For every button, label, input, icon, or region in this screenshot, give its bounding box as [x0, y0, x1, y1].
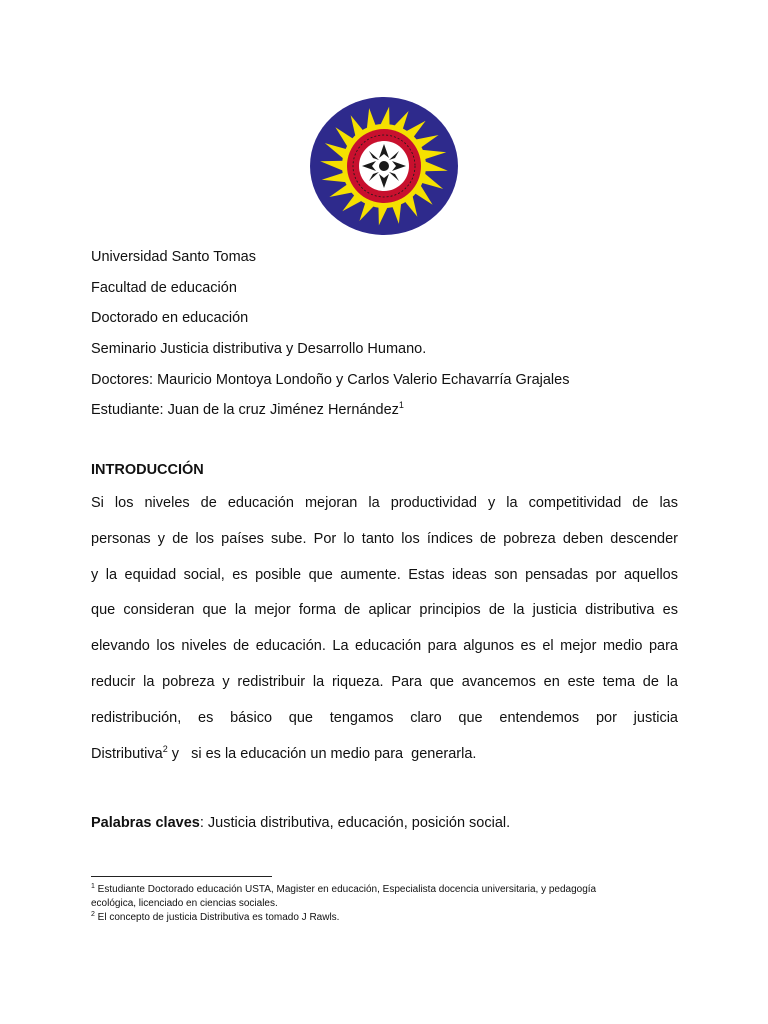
footnote-separator — [91, 876, 272, 877]
intro-line-8-end: y si es la educación un medio para generarla. — [167, 746, 477, 762]
footnote-1 — [91, 884, 596, 896]
footnote-1-continued — [91, 898, 278, 910]
seminar-name: Seminario Justicia distributiva y Desarrollo Humano. — [91, 341, 427, 357]
footnote-2-text: El concepto de justicia Distributiva es tomado J Rawls. — [94, 912, 340, 923]
faculty-name: Facultad de educación — [91, 280, 237, 296]
student-line — [91, 401, 404, 419]
intro-line-8-start: Distributiva — [91, 746, 163, 762]
university-name: Universidad Santo Tomas — [91, 249, 256, 265]
intro-line-5: elevando los niveles de educación. La educación para algunos es el mejor medio para — [91, 638, 678, 654]
university-seal-logo — [309, 96, 459, 236]
footnote-ref-2[interactable]: 2 — [162, 744, 168, 754]
intro-line-8 — [91, 745, 678, 763]
footnote-ref-1[interactable]: 1 — [398, 400, 404, 410]
footnote-1-text: Estudiante Doctorado educación USTA, Magister en educación, Especialista docencia universitaria, y pedagogía — [94, 884, 597, 895]
doctors-line: Doctores: Mauricio Montoya Londoño y Carlos Valerio Echavarría Grajales — [91, 372, 570, 388]
keywords-line — [91, 815, 510, 831]
intro-line-3: y la equidad social, es posible que aumente. Estas ideas son pensadas por aquellos — [91, 567, 678, 583]
intro-line-1: Si los niveles de educación mejoran la productividad y la competitividad de las — [91, 495, 678, 511]
footnote-1-text-cont: ecológica, licenciado en ciencias sociales. — [91, 898, 278, 909]
intro-line-7: redistribución, es básico que tengamos claro que entendemos por justicia — [91, 710, 678, 726]
intro-line-6: reducir la pobreza y redistribuir la riqueza. Para que avancemos en este tema de la — [91, 674, 678, 690]
footnote-2 — [91, 912, 339, 924]
footnote-1-number: 1 — [91, 883, 95, 890]
intro-line-4: que consideran que la mejor forma de aplicar principios de la justicia distributiva es — [91, 602, 678, 618]
student-text: Estudiante: Juan de la cruz Jiménez Hernández — [91, 402, 399, 418]
introduction-heading: INTRODUCCIÓN — [91, 462, 204, 478]
keywords-label: Palabras claves — [91, 815, 200, 831]
program-name: Doctorado en educación — [91, 310, 249, 326]
keywords-text: : Justicia distributiva, educación, posición social. — [199, 815, 511, 831]
footnote-2-number: 2 — [91, 911, 95, 918]
intro-line-2: personas y de los países sube. Por lo tanto los índices de pobreza deben descender — [91, 531, 678, 547]
